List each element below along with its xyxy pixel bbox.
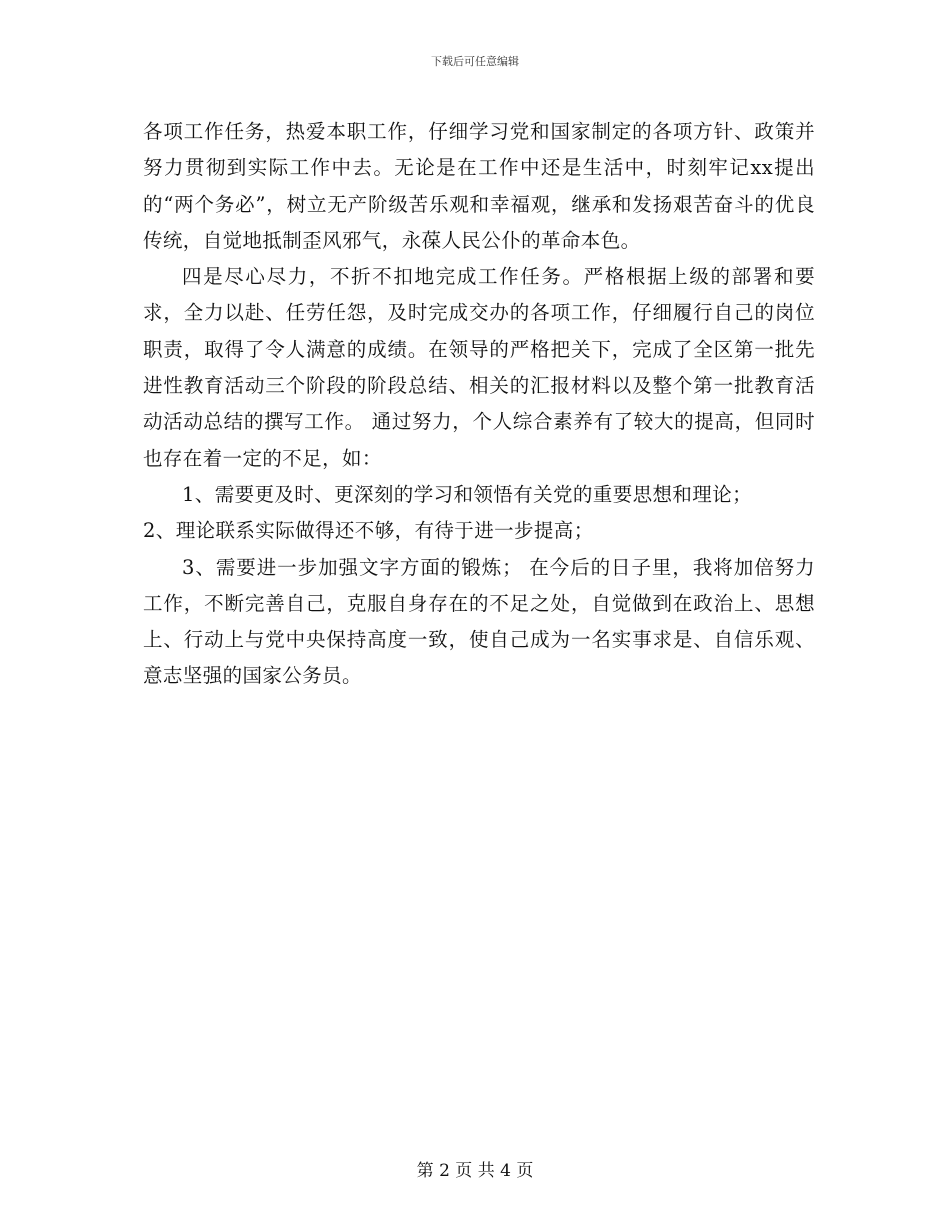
paragraph-continuation: 各项工作任务，热爱本职工作，仔细学习党和国家制定的各项方针、政策并努力贯彻到实际工作中去。无论是在工作中还是生活中，时刻牢记xx提出的“两个务必”，树立无产阶级苦乐观和幸福观，继承和发扬艰苦奋斗的优良传统，自觉地抵制歪风邪气，永葆人民公仆的革命本色。 — [143, 120, 815, 252]
page-number-footer: 第 2 页 共 4 页 — [416, 1161, 534, 1181]
list-item-shortcoming-1: 1、需要更及时、更深刻的学习和领悟有关党的重要思想和理论； — [182, 482, 753, 506]
list-item-shortcoming-3: 3、需要进一步加强文字方面的锻炼； 在今后的日子里，我将加倍努力工作，不断完善自己，克服自身存在的不足之处，自觉做到在政治上、思想上、行动上与党中央保持高度一致，使自己成为一名实事求是、自信乐观、意志坚强的国家公务员。 — [143, 555, 815, 688]
paragraph-item-four: 四是尽心尽力，不折不扣地完成工作任务。严格根据上级的部署和要求，全力以赴、任劳任怨，及时完成交办的各项工作，仔细履行自己的岗位职责，取得了令人满意的成绩。在领导的严格把关下，完成了全区第一批先进性教育活动三个阶段的阶段总结、相关的汇报材料以及整个第一批教育活动活动总结的撰写工作。 通过努力，个人综合素养有了较大的提高，但同时也存在着一定的不足，如： — [143, 265, 815, 470]
document-body — [143, 114, 815, 695]
page-header: 下载后可任意编辑 — [431, 55, 519, 68]
list-item-shortcoming-2: 2、理论联系实际做得还不够，有待于进一步提高； — [143, 519, 594, 543]
